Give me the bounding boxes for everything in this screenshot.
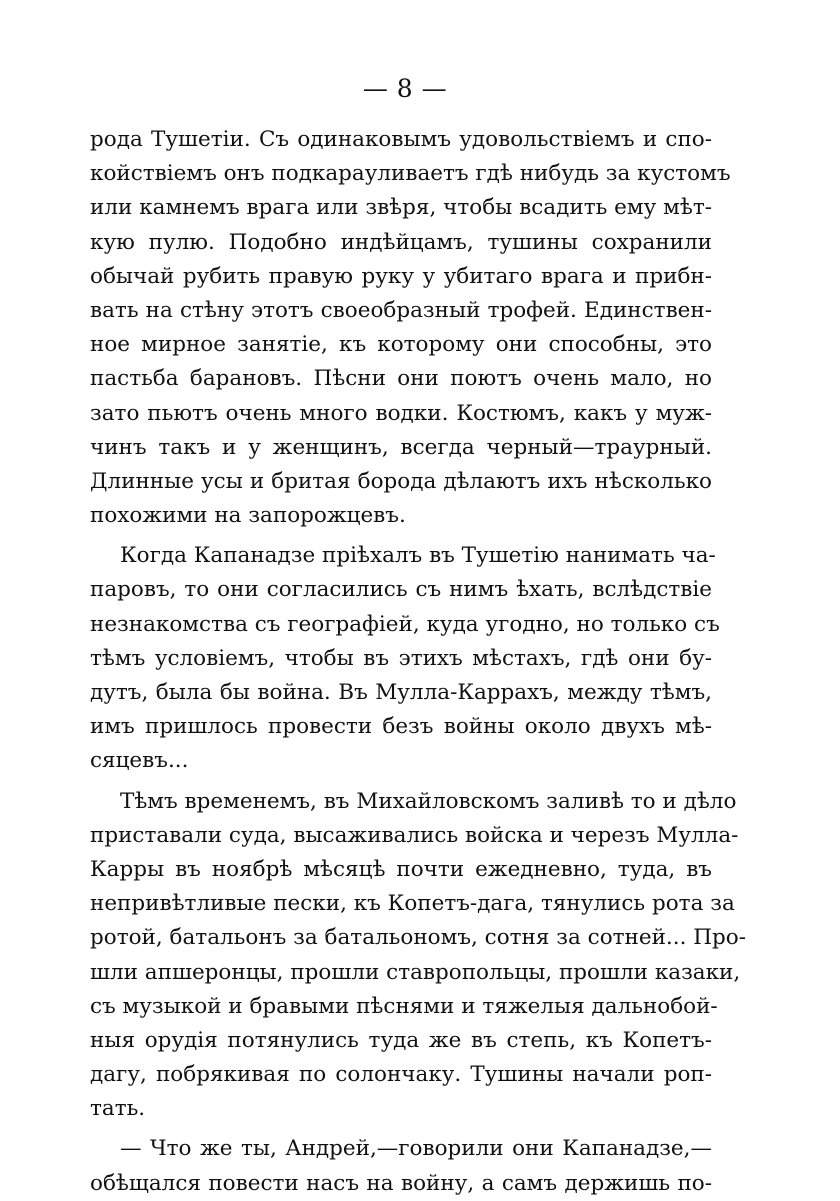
text-line: сяцевъ...: [90, 748, 189, 774]
text-line: ныя орудія потянулись туда же въ степь, къ Копетъ-: [90, 1027, 712, 1053]
text-line: или камнемъ врага или звѣря, чтобы всадить ему мѣт-: [90, 195, 712, 221]
text-line: кую пулю. Подобно индѣйцамъ, тушины сохранили: [90, 229, 712, 255]
text-line: дагу, побрякивая по солончаку. Тушины начали роп-: [90, 1062, 712, 1088]
text-line: непривѣтливые пески, къ Копетъ-дага, тянулись рота за: [90, 891, 735, 917]
text-line: приставали суда, высаживались войска и черезъ Мулла-: [90, 822, 739, 848]
text-line: Карры въ ноябрѣ мѣсяцѣ почти ежедневно, туда, въ: [90, 856, 712, 882]
text-line: рода Тушетіи. Съ одинаковымъ удовольствіемъ и спо-: [90, 127, 712, 152]
text-line: шли апшеронцы, прошли ставропольцы, прошли казаки,: [90, 959, 741, 985]
text-line: Тѣмъ временемъ, въ Михайловскомъ заливѣ то и дѣло: [120, 788, 737, 814]
text-line: тать.: [90, 1096, 146, 1122]
text-line: паровъ, то они согласились съ нимъ ѣхать, вслѣдствіе: [90, 577, 712, 603]
text-line: незнакомства съ географіей, куда угодно, но только съ: [90, 611, 720, 637]
text-line: съ музыкой и бравыми пѣснями и тяжелыя дальнобой-: [90, 993, 718, 1019]
page-number: — 8 —: [362, 74, 448, 103]
text-line: имъ пришлось провести безъ войны около двухъ мѣ-: [90, 714, 712, 740]
text-line: Когда Капанадзе пріѣхалъ въ Тушетію нанимать ча-: [120, 543, 716, 569]
paragraph: [90, 785, 746, 1127]
text-line: пастьба барановъ. Пѣсни они поютъ очень мало, но: [90, 366, 712, 392]
text-line: ротой, батальонъ за батальономъ, сотня за сотней... Про-: [90, 925, 746, 951]
text-line: обѣщался повести насъ на войну, а самъ держишь по-: [90, 1170, 712, 1196]
text-line: похожими на запорожцевъ.: [90, 503, 406, 529]
text-line: зато пьютъ очень много водки. Костюмъ, какъ у муж-: [90, 400, 712, 426]
text-line: вать на стѣну этотъ своеобразный трофей. Единствен-: [90, 297, 712, 323]
text-line: Длинные усы и бритая борода дѣлаютъ ихъ нѣсколько: [90, 468, 712, 494]
text-line: обычай рубить правую руку у убитаго врага и прибн-: [90, 263, 712, 289]
text-line: дутъ, была бы война. Въ Мулла-Каррахъ, между тѣмъ,: [90, 680, 712, 705]
text-line: тѣмъ условіемъ, чтобы въ этихъ мѣстахъ, гдѣ они бу-: [90, 645, 712, 671]
text-line: койствіемъ онъ подкарауливаетъ гдѣ нибудь за кустомъ: [90, 161, 731, 187]
text-line: ное мирное занятіе, къ которому они способны, это: [90, 332, 712, 358]
paragraph: [90, 123, 731, 533]
text-line: чинъ такъ и у женщинъ, всегда черный—траурный.: [90, 434, 712, 460]
paragraph: [90, 539, 720, 778]
text-column: [90, 123, 746, 1201]
text-line: — Что же ты, Андрей,—говорили они Капанадзе,—: [120, 1136, 712, 1162]
